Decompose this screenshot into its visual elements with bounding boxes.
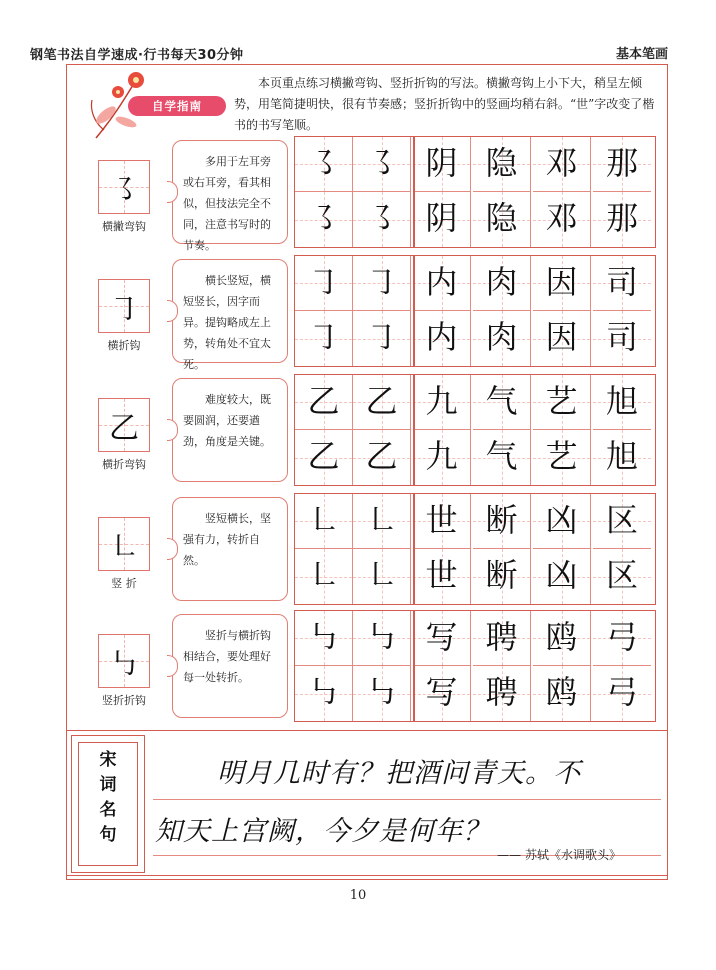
practice-char: 那 <box>605 199 638 237</box>
stroke-description-box <box>172 259 288 371</box>
practice-char: ㇌ <box>307 199 340 237</box>
self-study-guide-badge: 自学指南 <box>128 96 226 116</box>
practice-row-1 <box>88 136 656 252</box>
practice-char: 气 <box>485 437 518 475</box>
section-title: 基本笔画 <box>615 47 668 62</box>
stroke-description: 横长竖短，横短竖长，因字而异。提钩略成左上势，转角处不宜太死。 <box>183 274 271 371</box>
stroke-description: 竖短横长，坚强有力，转折自然。 <box>183 512 271 567</box>
practice-char: 内 <box>425 318 458 356</box>
stroke-sample: 乙 <box>109 411 139 446</box>
practice-char: ㇉ <box>307 618 340 656</box>
intro-paragraph: 本页重点练习横撇弯钩、竖折折钩的写法。横撇弯钩上小下大，稍呈左倾势，用笔简捷明快，很有节奏感；竖折折钩中的竖画均稍右斜。“世”字改变了楷书的书写笔顺。 <box>234 76 655 132</box>
practice-char: ㇌ <box>307 144 340 182</box>
stroke-description-box <box>172 614 288 718</box>
stroke-sample: ㇉ <box>109 647 139 682</box>
stroke-description-box <box>172 140 288 252</box>
stroke-name: 竖 折 <box>111 577 137 590</box>
practice-char: 乙 <box>307 382 340 420</box>
practice-char: 艺 <box>545 437 578 475</box>
practice-char: ㇌ <box>365 199 398 237</box>
practice-char: 九 <box>425 437 458 475</box>
practice-row-5 <box>88 610 656 722</box>
practice-char: 气 <box>485 382 518 420</box>
practice-char: ㇉ <box>307 673 340 711</box>
stroke-sample-box <box>98 160 150 214</box>
stroke-description-box <box>172 497 288 601</box>
practice-char: 写 <box>425 618 458 656</box>
stroke-sample: ㇌ <box>109 173 139 208</box>
practice-char: ㇆ <box>307 263 340 301</box>
practice-char: 弓 <box>605 618 638 656</box>
practice-grid <box>294 493 656 605</box>
practice-char: 那 <box>605 144 638 182</box>
practice-char: 邓 <box>545 144 578 182</box>
practice-char: 区 <box>605 556 638 594</box>
practice-char: 鸥 <box>545 673 578 711</box>
practice-char: ㇗ <box>307 556 340 594</box>
poem-line-2: 知天上宫阙，今夕是何年？ <box>155 816 491 847</box>
practice-char: ㇗ <box>365 501 398 539</box>
stroke-name: 横撇弯钩 <box>102 220 146 233</box>
practice-grid <box>294 610 656 722</box>
practice-char: 九 <box>425 382 458 420</box>
stroke-name: 横折弯钩 <box>102 458 146 471</box>
practice-char: 聘 <box>485 618 518 656</box>
practice-char: ㇗ <box>365 556 398 594</box>
practice-char: ㇆ <box>365 263 398 301</box>
practice-char: ㇉ <box>365 673 398 711</box>
poem-section <box>66 730 668 880</box>
practice-char: ㇌ <box>365 144 398 182</box>
practice-grid <box>294 374 656 486</box>
stroke-description: 难度较大，既要圆润，还要遒劲，角度是关键。 <box>183 393 271 448</box>
stroke-description-box <box>172 378 288 482</box>
practice-row-4 <box>88 493 656 605</box>
practice-char: ㇆ <box>307 318 340 356</box>
stroke-name: 横折钩 <box>107 339 141 352</box>
practice-char: 鸥 <box>545 618 578 656</box>
practice-char: 阴 <box>425 144 458 182</box>
practice-char: 乙 <box>365 382 398 420</box>
poem-line-1: 明月几时有？把酒问青天。不 <box>217 758 581 789</box>
practice-char: 聘 <box>485 673 518 711</box>
practice-char: 司 <box>605 263 638 301</box>
practice-char: ㇆ <box>365 318 398 356</box>
stroke-sample: ㇆ <box>109 292 139 327</box>
practice-row-3 <box>88 374 656 486</box>
practice-char: 旭 <box>605 437 638 475</box>
poem-lines <box>153 737 661 873</box>
stroke-description: 竖折与横折钩相结合，要处理好每一处转折。 <box>183 629 271 684</box>
practice-char: 断 <box>485 556 518 594</box>
practice-char: 断 <box>485 501 518 539</box>
practice-char: 因 <box>545 318 578 356</box>
practice-char: 乙 <box>307 437 340 475</box>
stroke-sample-box <box>98 279 150 333</box>
stroke-sample-box <box>98 398 150 452</box>
practice-char: 隐 <box>485 199 518 237</box>
practice-char: 旭 <box>605 382 638 420</box>
practice-char: 世 <box>425 556 458 594</box>
practice-char: 内 <box>425 263 458 301</box>
practice-char: 凶 <box>545 501 578 539</box>
poem-label-box <box>71 735 145 873</box>
practice-char: 因 <box>545 263 578 301</box>
practice-grid <box>294 136 656 248</box>
practice-char: 隐 <box>485 144 518 182</box>
practice-char: 阴 <box>425 199 458 237</box>
practice-char: ㇗ <box>307 501 340 539</box>
stroke-description: 多用于左耳旁或右耳旁，看其相似，但技法完全不同，注意书写时的节奏。 <box>183 155 271 252</box>
practice-char: 凶 <box>545 556 578 594</box>
practice-char: 肉 <box>485 263 518 301</box>
stroke-sample-box <box>98 517 150 571</box>
practice-char: 邓 <box>545 199 578 237</box>
practice-char: 弓 <box>605 673 638 711</box>
page-number: 10 <box>349 888 367 903</box>
practice-char: ㇉ <box>365 618 398 656</box>
practice-char: 乙 <box>365 437 398 475</box>
book-title: 钢笔书法自学速成·行书每天30分钟 <box>30 48 244 63</box>
practice-char: 司 <box>605 318 638 356</box>
practice-char: 写 <box>425 673 458 711</box>
practice-char: 肉 <box>485 318 518 356</box>
stroke-sample: ㇗ <box>109 530 139 565</box>
practice-grid <box>294 255 656 367</box>
practice-char: 区 <box>605 501 638 539</box>
poem-section-title: 宋 词 名 句 <box>99 750 117 845</box>
stroke-sample-box <box>98 634 150 688</box>
practice-char: 艺 <box>545 382 578 420</box>
practice-row-2 <box>88 255 656 371</box>
poem-attribution: —— 苏轼《水调歌头》 <box>497 848 621 862</box>
stroke-name: 竖折折钩 <box>102 694 146 707</box>
practice-char: 世 <box>425 501 458 539</box>
